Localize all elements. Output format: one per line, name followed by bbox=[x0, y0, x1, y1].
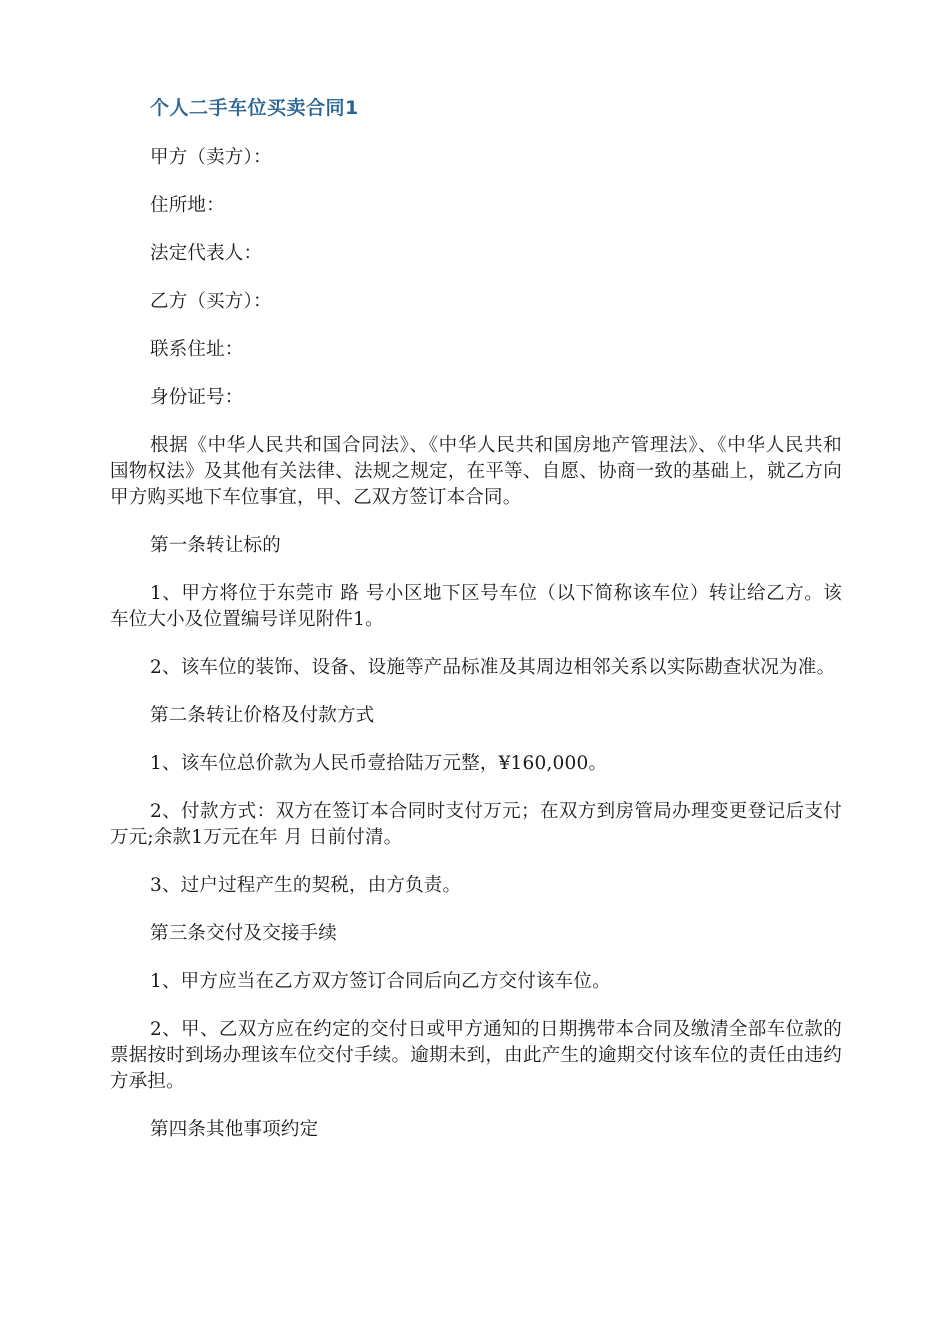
legal-representative-label: 法定代表人： bbox=[150, 243, 263, 264]
article-3-heading: 第三条交付及交接手续 bbox=[150, 923, 338, 944]
party-b-buyer-label: 乙方（买方）： bbox=[150, 291, 272, 312]
preamble-paragraph: 根据《中华人民共和国合同法》、《中华人民共和国房地产管理法》、《中华人民共和国物权法》及其他有关法律、法规之规定，在平等、自愿、协商一致的基础上，就乙方向甲方购买地下车位事宜，甲、乙双方签订本合同。 bbox=[110, 435, 842, 508]
article-4-heading: 第四条其他事项约定 bbox=[150, 1119, 319, 1140]
contract-document bbox=[110, 96, 842, 1165]
article-2-heading: 第二条转让价格及付款方式 bbox=[150, 705, 375, 726]
id-number-label: 身份证号： bbox=[150, 387, 244, 408]
party-b-contact-address-label: 联系住址： bbox=[150, 339, 244, 360]
party-a-seller-label: 甲方（卖方）： bbox=[150, 147, 272, 168]
article-1-clause-1: 1、甲方将位于东莞市 路 号小区地下区号车位（以下简称该车位）转让给乙方。该车位大小及位置编号详见附件1。 bbox=[110, 583, 842, 630]
article-2-clause-1: 1、该车位总价款为人民币壹拾陆万元整，¥160,000。 bbox=[150, 753, 608, 774]
document-title: 个人二手车位买卖合同1 bbox=[150, 97, 359, 119]
article-3-clause-1: 1、甲方应当在乙方双方签订合同后向乙方交付该车位。 bbox=[150, 971, 611, 992]
article-1-clause-2: 2、该车位的装饰、设备、设施等产品标准及其周边相邻关系以实际勘查状况为准。 bbox=[150, 657, 836, 678]
party-a-address-label: 住所地： bbox=[150, 195, 225, 216]
article-2-clause-2: 2、付款方式：双方在签订本合同时支付万元；在双方到房管局办理变更登记后支付万元;余款1万元在年 月 日前付清。 bbox=[110, 801, 842, 848]
article-3-clause-2: 2、甲、乙双方应在约定的交付日或甲方通知的日期携带本合同及缴清全部车位款的票据按时到场办理该车位交付手续。逾期未到，由此产生的逾期交付该车位的责任由违约方承担。 bbox=[110, 1019, 842, 1092]
article-2-clause-3: 3、过户过程产生的契税，由方负责。 bbox=[150, 875, 462, 896]
article-1-heading: 第一条转让标的 bbox=[150, 535, 281, 556]
